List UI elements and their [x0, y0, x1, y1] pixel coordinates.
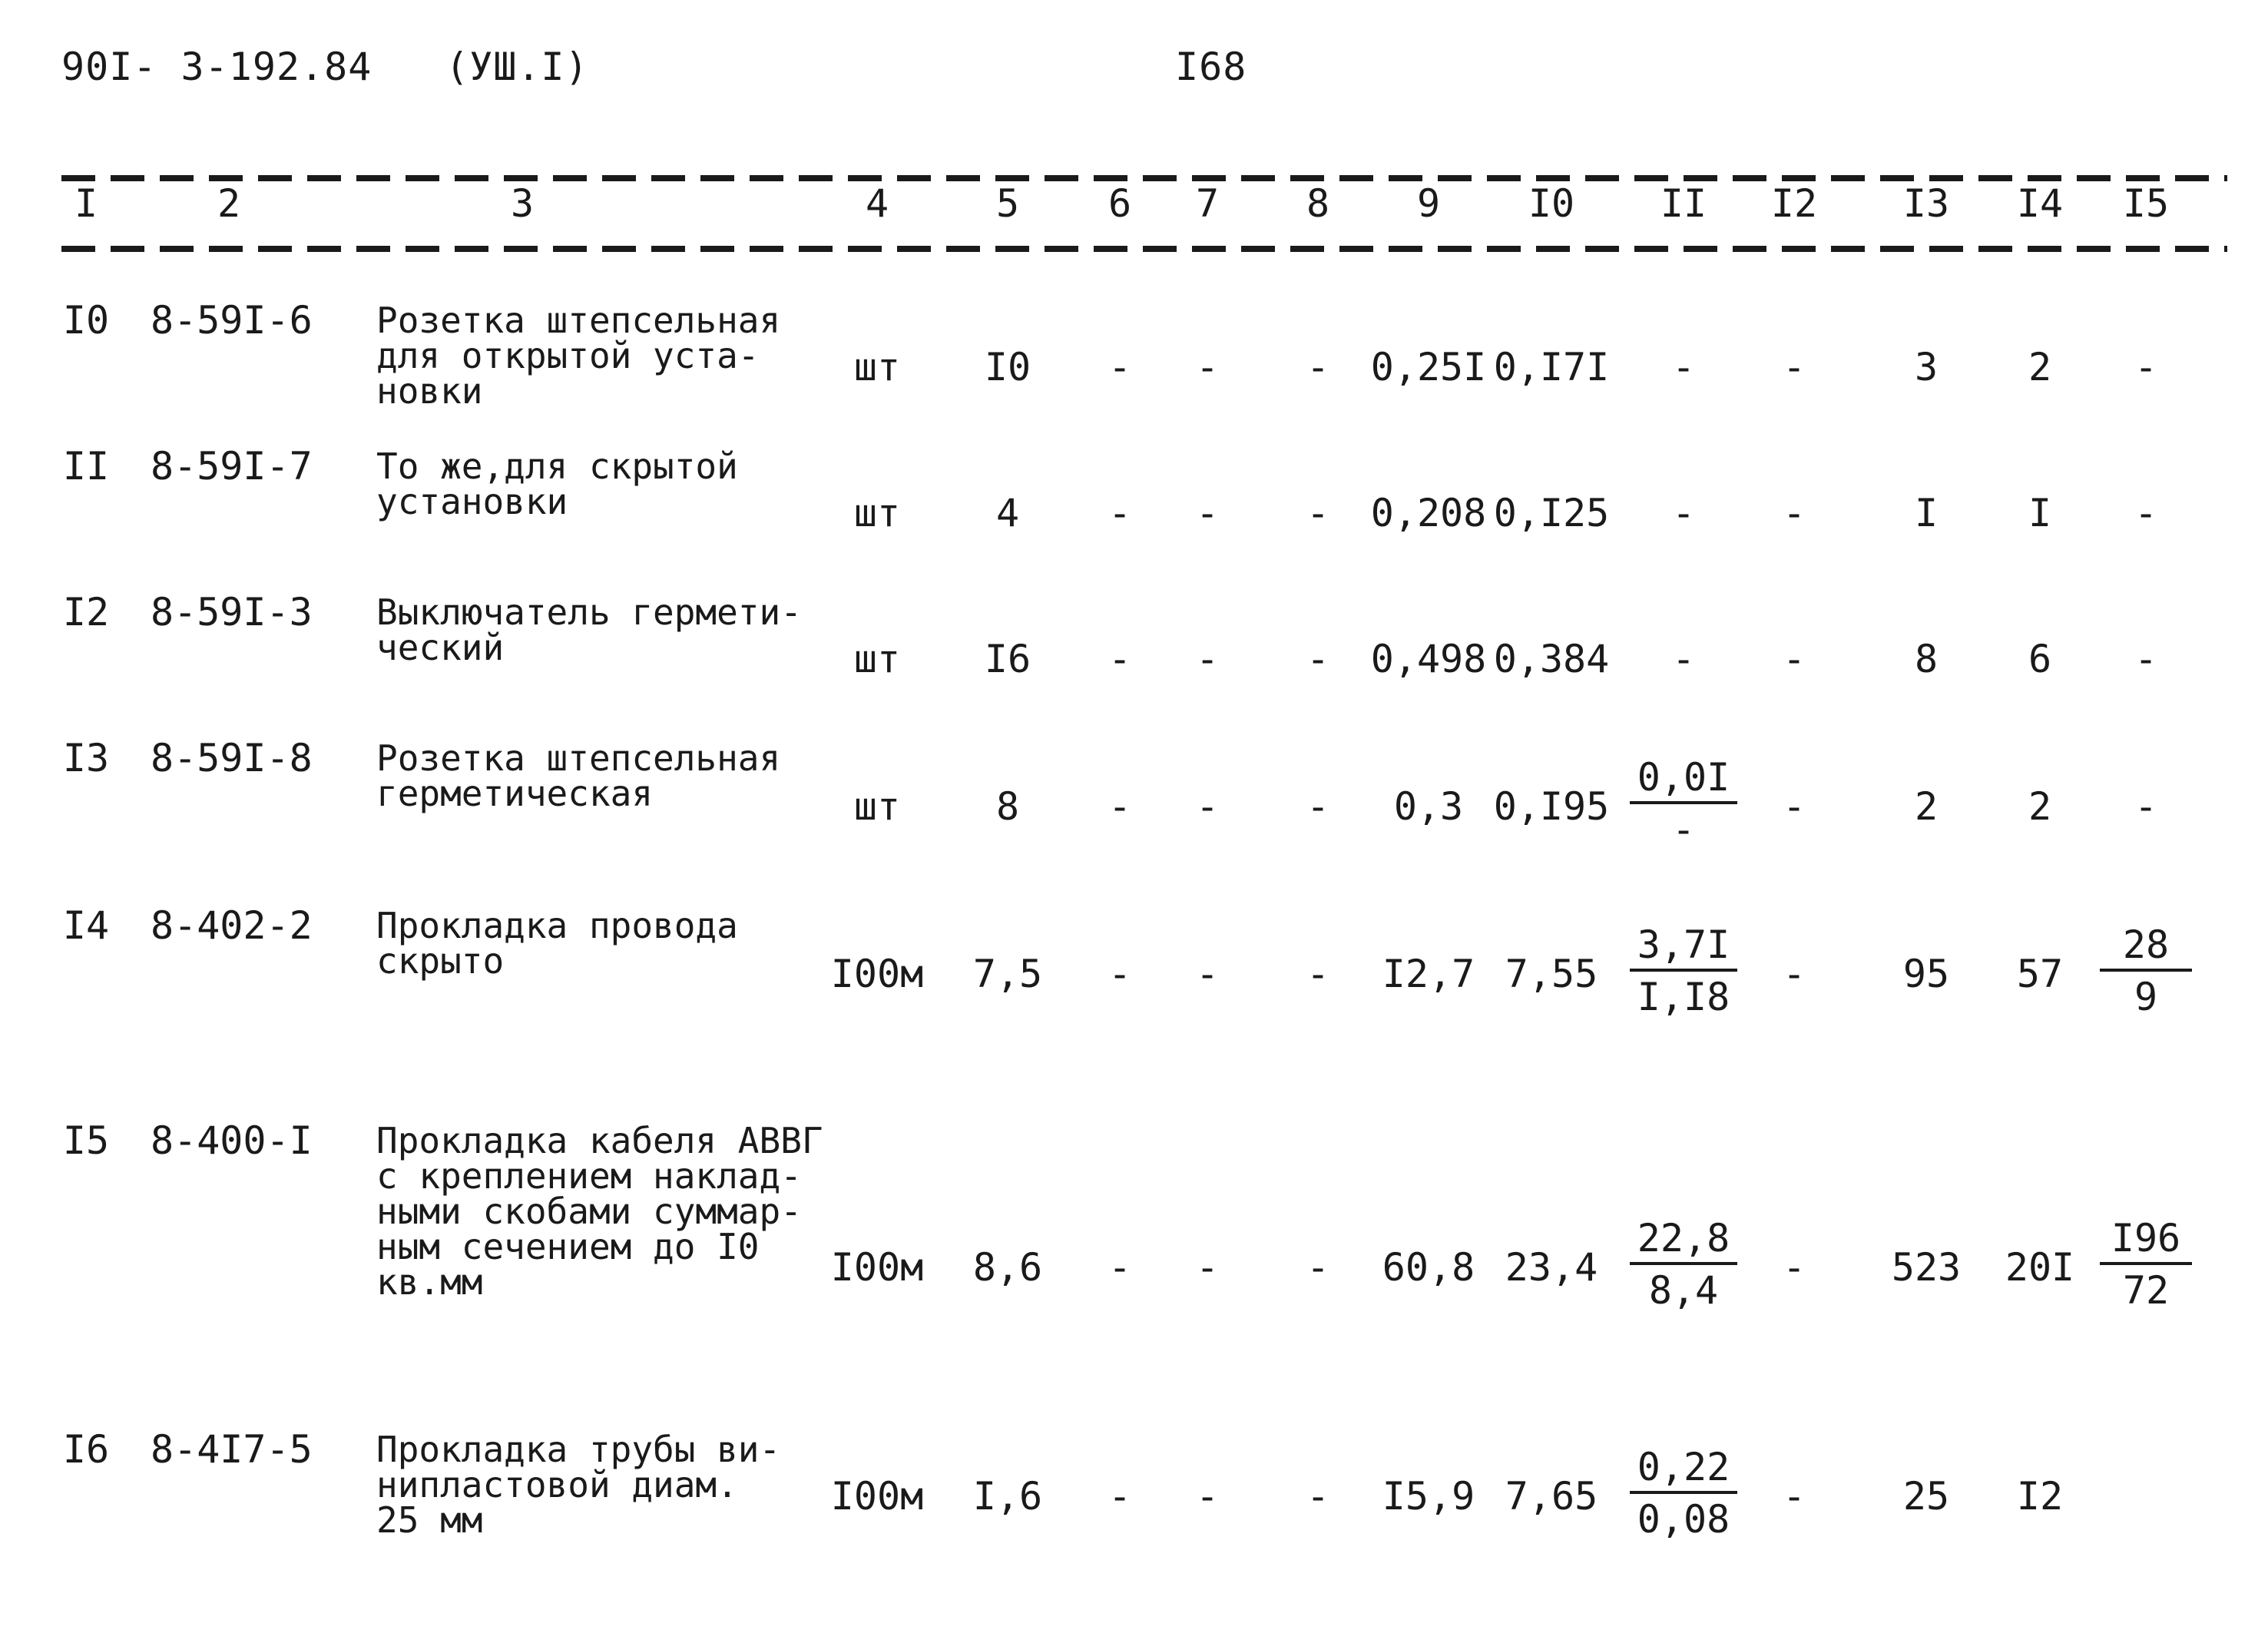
column-header: 9 — [1416, 181, 1441, 226]
column-header: I — [74, 181, 98, 226]
col10-cell: 0,I7I — [1493, 345, 1610, 389]
col9-cell: 0,25I — [1370, 345, 1487, 389]
description-line: Прокладка провода — [376, 905, 738, 946]
description-line: скрыто — [376, 940, 505, 982]
header-bottom-rule — [61, 246, 2227, 252]
col10-cell: 0,384 — [1493, 637, 1610, 681]
col15-fraction — [2100, 1216, 2192, 1313]
rate-code: 8-59I-6 — [151, 298, 313, 343]
quantity-cell: 7,5 — [972, 952, 1043, 996]
col11-fraction — [1630, 1445, 1737, 1542]
col11-fraction — [1630, 1216, 1737, 1313]
col13-cell: 95 — [1902, 952, 1950, 996]
col8-cell: - — [1306, 345, 1330, 389]
col7-cell: - — [1195, 345, 1220, 389]
fraction-denominator: 72 — [2122, 1268, 2170, 1313]
col14-cell: 6 — [2028, 637, 2052, 681]
col13-cell: I — [1914, 491, 1939, 535]
fraction-numerator: 3,7I — [1630, 926, 1737, 972]
column-header: I0 — [1528, 181, 1575, 226]
description-line: ческий — [376, 627, 505, 668]
col15-cell: - — [2134, 491, 2158, 535]
unit-cell: I00м — [830, 1245, 924, 1290]
description-line: нипластовой диам. — [376, 1464, 738, 1505]
col12-cell: - — [1782, 345, 1806, 389]
fraction-numerator: 0,22 — [1630, 1448, 1737, 1494]
rate-code: 8-59I-7 — [151, 444, 313, 489]
col13-cell: 2 — [1914, 784, 1939, 829]
col9-cell: 0,3 — [1393, 784, 1464, 829]
col12-cell: - — [1782, 491, 1806, 535]
col6-cell: - — [1108, 1245, 1132, 1290]
col8-cell: - — [1306, 1245, 1330, 1290]
fraction-denominator: - — [1671, 807, 1696, 852]
col14-cell: 2 — [2028, 345, 2052, 389]
col7-cell: - — [1195, 1474, 1220, 1519]
description-line: 25 мм — [376, 1499, 483, 1541]
section-label: (УШ.I) — [445, 45, 589, 89]
row-number: I6 — [62, 1427, 110, 1472]
col8-cell: - — [1306, 637, 1330, 681]
quantity-cell: 8,6 — [972, 1245, 1043, 1290]
col15-fraction — [2100, 922, 2192, 1019]
unit-cell: шт — [853, 345, 901, 389]
col6-cell: - — [1108, 345, 1132, 389]
column-header: I3 — [1902, 181, 1950, 226]
work-description — [376, 300, 868, 412]
col9-cell: 0,498 — [1370, 637, 1487, 681]
column-header: 5 — [995, 181, 1020, 226]
col6-cell: - — [1108, 784, 1132, 829]
col6-cell: - — [1108, 491, 1132, 535]
col14-cell: 2 — [2028, 784, 2052, 829]
unit-cell: I00м — [830, 952, 924, 996]
column-header: I4 — [2016, 181, 2064, 226]
header-top-rule — [61, 175, 2227, 181]
col8-cell: - — [1306, 491, 1330, 535]
description-line: То же,для скрытой — [376, 446, 738, 487]
column-header: 3 — [510, 181, 535, 226]
col7-cell: - — [1195, 1245, 1220, 1290]
row-number: II — [62, 444, 110, 489]
unit-cell: шт — [853, 491, 901, 535]
col15-cell: - — [2134, 784, 2158, 829]
fraction-denominator: I,I8 — [1637, 975, 1730, 1019]
work-description — [376, 737, 868, 814]
description-line: Розетка штепсельная — [376, 300, 781, 341]
col8-cell: - — [1306, 952, 1330, 996]
col7-cell: - — [1195, 784, 1220, 829]
column-header: 8 — [1306, 181, 1330, 226]
fraction-denominator: 0,08 — [1637, 1497, 1730, 1542]
quantity-cell: I0 — [984, 345, 1031, 389]
col14-cell: 20I — [2005, 1245, 2075, 1290]
col15-cell: - — [2134, 345, 2158, 389]
col8-cell: - — [1306, 1474, 1330, 1519]
fraction-numerator: I96 — [2100, 1219, 2192, 1265]
work-description — [376, 591, 868, 668]
column-header: 2 — [217, 181, 241, 226]
col6-cell: - — [1108, 1474, 1132, 1519]
description-line: ными скобами суммар- — [376, 1191, 802, 1232]
description-line: для открытой уста- — [376, 335, 760, 376]
col6-cell: - — [1108, 637, 1132, 681]
rate-code: 8-4I7-5 — [151, 1427, 313, 1472]
col8-cell: - — [1306, 784, 1330, 829]
col6-cell: - — [1108, 952, 1132, 996]
col11-cell: - — [1671, 637, 1696, 681]
col14-cell: I — [2028, 491, 2052, 535]
unit-cell: шт — [853, 637, 901, 681]
rate-code: 8-59I-3 — [151, 590, 313, 634]
col12-cell: - — [1782, 637, 1806, 681]
row-number: I3 — [62, 736, 110, 780]
description-line: Выключатель гермети- — [376, 591, 802, 633]
col15-cell: - — [2134, 637, 2158, 681]
description-line: с креплением наклад- — [376, 1155, 802, 1197]
fraction-denominator: 8,4 — [1648, 1268, 1719, 1313]
col13-cell: 3 — [1914, 345, 1939, 389]
col12-cell: - — [1782, 1474, 1806, 1519]
description-line: кв.мм — [376, 1261, 483, 1303]
quantity-cell: I,6 — [972, 1474, 1043, 1519]
description-line: установки — [376, 481, 568, 522]
col9-cell: 60,8 — [1382, 1245, 1475, 1290]
description-line: Прокладка трубы ви- — [376, 1429, 781, 1470]
col11-cell: - — [1671, 491, 1696, 535]
quantity-cell: 8 — [995, 784, 1020, 829]
col7-cell: - — [1195, 637, 1220, 681]
quantity-cell: I6 — [984, 637, 1031, 681]
fraction-numerator: 22,8 — [1630, 1219, 1737, 1265]
description-line: Розетка штепсельная — [376, 737, 781, 779]
row-number: I0 — [62, 298, 110, 343]
col11-fraction — [1630, 922, 1737, 1019]
row-number: I2 — [62, 590, 110, 634]
col9-cell: 0,208 — [1370, 491, 1487, 535]
column-header: 4 — [865, 181, 889, 226]
row-number: I4 — [62, 903, 110, 948]
col12-cell: - — [1782, 1245, 1806, 1290]
col9-cell: I2,7 — [1382, 952, 1475, 996]
fraction-denominator: 9 — [2134, 975, 2158, 1019]
fraction-numerator: 28 — [2100, 926, 2192, 972]
col12-cell: - — [1782, 784, 1806, 829]
col12-cell: - — [1782, 952, 1806, 996]
description-line: герметическая — [376, 773, 654, 814]
column-header: I5 — [2122, 181, 2170, 226]
col10-cell: 23,4 — [1505, 1245, 1598, 1290]
col10-cell: 0,I25 — [1493, 491, 1610, 535]
fraction-numerator: 0,0I — [1630, 758, 1737, 804]
col7-cell: - — [1195, 952, 1220, 996]
col13-cell: 8 — [1914, 637, 1939, 681]
rate-code: 8-402-2 — [151, 903, 313, 948]
unit-cell: I00м — [830, 1474, 924, 1519]
col14-cell: 57 — [2016, 952, 2064, 996]
col9-cell: I5,9 — [1382, 1474, 1475, 1519]
page-number: I68 — [1175, 45, 1247, 89]
col14-cell: I2 — [2016, 1474, 2064, 1519]
col10-cell: 7,55 — [1505, 952, 1598, 996]
work-description — [376, 1429, 868, 1541]
col10-cell: 0,I95 — [1493, 784, 1610, 829]
rate-code: 8-59I-8 — [151, 736, 313, 780]
column-header: 6 — [1108, 181, 1132, 226]
col10-cell: 7,65 — [1505, 1474, 1598, 1519]
row-number: I5 — [62, 1118, 110, 1163]
work-description — [376, 905, 868, 982]
col7-cell: - — [1195, 491, 1220, 535]
description-line: Прокладка кабеля АВВГ — [376, 1120, 823, 1161]
document-code: 90I- 3-192.84 — [61, 45, 372, 89]
column-header: I2 — [1770, 181, 1818, 226]
col13-cell: 25 — [1902, 1474, 1950, 1519]
col11-cell: - — [1671, 345, 1696, 389]
work-description — [376, 1120, 868, 1303]
quantity-cell: 4 — [995, 491, 1020, 535]
column-header: 7 — [1195, 181, 1220, 226]
col13-cell: 523 — [1891, 1245, 1962, 1290]
unit-cell: шт — [853, 784, 901, 829]
description-line: ным сечением до I0 — [376, 1226, 760, 1267]
rate-code: 8-400-I — [151, 1118, 313, 1163]
work-description — [376, 446, 868, 522]
col11-fraction — [1630, 755, 1737, 852]
column-header: II — [1660, 181, 1707, 226]
description-line: новки — [376, 370, 483, 412]
